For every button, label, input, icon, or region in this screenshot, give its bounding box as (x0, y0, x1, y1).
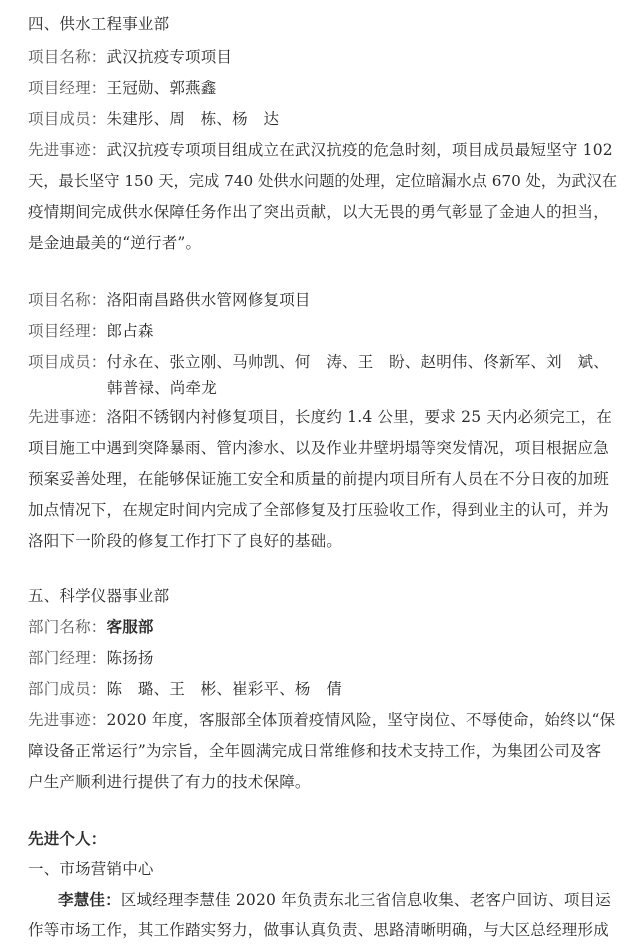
dept-members-row (28, 679, 342, 699)
project-members-value: 朱建彤、周 栋、杨 达 (106, 110, 280, 128)
deeds-label: 先进事迹： (28, 711, 107, 729)
deeds-text-line: 加点情况下，在规定时间内完成了全部修复及打压验收工作，得到业主的认可，并为 (28, 501, 609, 519)
deeds-text-line: 是金迪最美的“逆行者”。 (28, 234, 202, 252)
project-manager-row (28, 321, 154, 341)
deeds-label: 先进事迹： (28, 141, 107, 159)
deeds-text-line: 洛阳下一阶段的修复工作打下了良好的基础。 (28, 532, 343, 550)
project-name-value: 武汉抗疫专项项目 (106, 48, 233, 66)
project-manager-label: 项目经理： (28, 79, 107, 97)
project-members-row (28, 352, 609, 372)
project-name-label: 项目名称： (28, 48, 107, 66)
deeds-text-line: 武汉抗疫专项项目组成立在武汉抗疫的危急时刻，项目成员最短坚守 102 (106, 141, 613, 159)
deeds-label: 先进事迹： (28, 408, 107, 426)
deeds-text-line: 户生产顺利进行提供了有力的技术保障。 (28, 773, 311, 791)
deeds-row (28, 140, 613, 160)
deeds-text-line: 障设备正常运行”为宗旨，全年圆满完成日常维修和技术支持工作，为集团公司及客 (28, 742, 602, 760)
person-name: 李慧佳： (58, 890, 121, 909)
project-members-value: 付永在、张立刚、马帅凯、何 涛、王 盼、赵明伟、佟新军、刘 斌、 (106, 353, 609, 371)
deeds-text-line: 洛阳不锈钢内衬修复项目，长度约 1.4 公里，要求 25 天内必须完工，在 (106, 408, 612, 426)
dept-manager-label: 部门经理： (28, 649, 107, 667)
deeds-row (28, 710, 615, 730)
project-members-row (28, 109, 279, 129)
project-manager-value: 郎占森 (106, 322, 154, 340)
project-manager-label: 项目经理： (28, 322, 107, 340)
deeds-row (28, 407, 612, 427)
dept-manager-value: 陈扬扬 (106, 649, 154, 667)
dept-manager-row (28, 648, 154, 668)
sub-heading: 一、市场营销中心 (28, 860, 154, 878)
project-members-value: 韩普禄、尚牵龙 (107, 379, 217, 397)
project-name-row (28, 47, 232, 67)
deeds-text-line: 天，最长坚守 150 天，完成 740 处供水问题的处理，定位暗漏水点 670 处，为武汉在 (28, 172, 618, 190)
project-name-label: 项目名称： (28, 291, 107, 309)
project-members-label: 项目成员： (28, 110, 107, 128)
deeds-text-line: 疫情期间完成供水保障任务作出了突出贡献，以大无畏的勇气彰显了金迪人的担当， (28, 203, 609, 221)
project-name-row (28, 290, 311, 310)
person-text-line: 作等市场工作，其工作踏实努力，做事认真负责、思路清晰明确，与大区总经理形成 (28, 921, 609, 939)
dept-members-label: 部门成员： (28, 680, 107, 698)
person-row (58, 890, 611, 910)
dept-name-row (28, 617, 154, 637)
section-heading: 四、供水工程事业部 (28, 15, 170, 33)
dept-members-value: 陈 璐、王 彬、崔彩平、杨 倩 (106, 680, 343, 698)
project-members-label: 项目成员： (28, 353, 107, 371)
dept-name-label: 部门名称： (28, 618, 107, 636)
individuals-heading: 先进个人： (28, 829, 107, 848)
section-heading: 五、科学仪器事业部 (28, 587, 170, 605)
person-text-line: 区域经理李慧佳 2020 年负责东北三省信息收集、老客户回访、项目运 (120, 891, 611, 909)
deeds-text-line: 项目施工中遇到突降暴雨、管内渗水、以及作业井壁坍塌等突发情况，项目根据应急 (28, 439, 609, 457)
project-name-value: 洛阳南昌路供水管网修复项目 (106, 291, 311, 309)
deeds-text-line: 预案妥善处理，在能够保证施工安全和质量的前提内项目所有人员在不分日夜的加班 (28, 470, 609, 488)
project-manager-value: 王冠勋、郭燕鑫 (106, 79, 217, 97)
project-manager-row (28, 78, 216, 98)
deeds-text-line: 2020 年度，客服部全体顶着疫情风险，坚守岗位、不辱使命，始终以“保 (106, 711, 616, 729)
dept-name-value: 客服部 (106, 617, 154, 636)
